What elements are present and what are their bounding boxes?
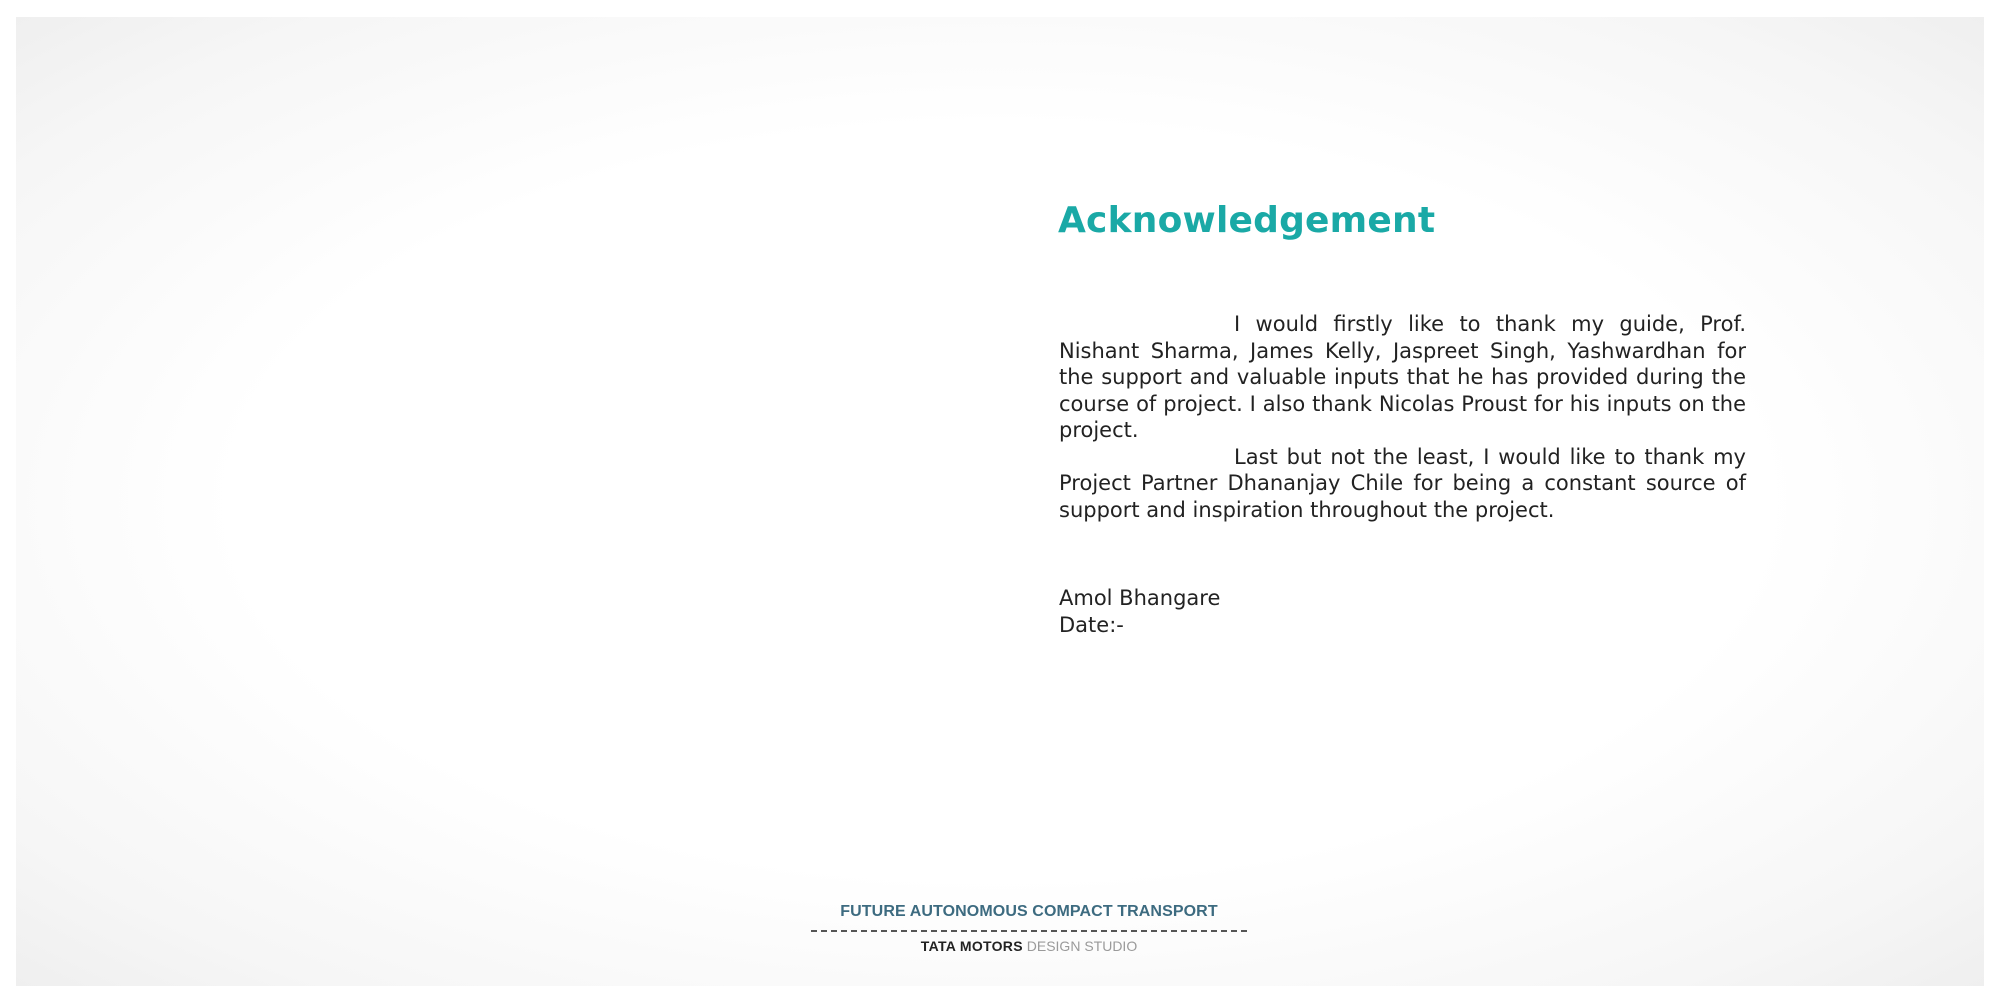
page-title: Acknowledgement [1058,200,1436,241]
brand-studio: DESIGN STUDIO [1026,938,1138,954]
date-label: Date:- [1059,612,1124,637]
document-page [16,17,1984,986]
acknowledgement-body [1059,311,1746,523]
paragraph-1: I would firstly like to thank my guide, Prof. Nishant Sharma, James Kelly, Jaspreet Singh, Yashwardhan for the support and valuable inputs that he has provided during the course of project. I also thank Nicolas Proust for his inputs on the project. [1059,312,1746,442]
brand-name: TATA MOTORS [920,938,1023,954]
signature-block [1059,585,1220,638]
author-name: Amol Bhangare [1059,586,1221,610]
brand-logo [811,938,1247,954]
paragraph-2: Last but not the least, I would like to thank my Project Partner Dhananjay Chile for being a constant source of support and inspiration throughout the project. [1059,444,1746,522]
footer [811,903,1247,954]
project-title: FUTURE AUTONOMOUS COMPACT TRANSPORT [840,903,1218,920]
footer-divider [811,930,1247,932]
